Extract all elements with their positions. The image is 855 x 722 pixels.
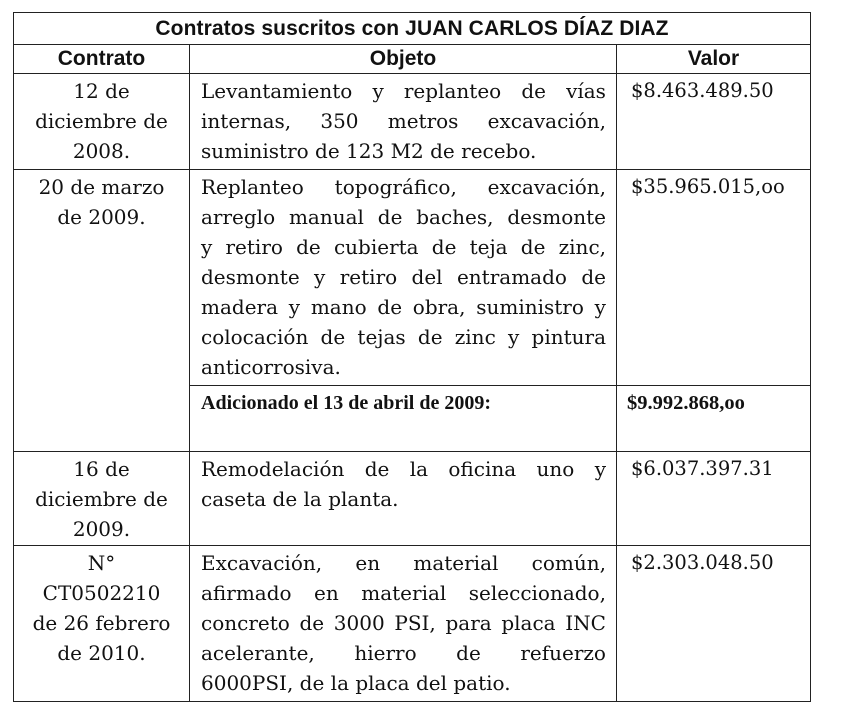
contrato-line: de 26 febrero [32,611,171,635]
table-row [14,74,811,170]
word: replanteo [403,79,502,103]
objeto-line [201,262,606,292]
word: de [417,325,443,349]
word: oficina [448,457,517,481]
word: y [507,325,520,349]
word: internas, [201,109,292,133]
objeto-line: suministro de 123 M2 de recebo. [201,139,537,163]
word: en [355,551,381,575]
objeto-cell [190,452,617,546]
word: de [456,641,481,665]
word: INC [565,611,606,635]
word: 350 [320,109,359,133]
objeto-line [201,172,606,202]
word: pintura [531,325,606,349]
word: del [411,265,443,289]
valor-cell: $8.463.489.50 [617,74,811,170]
contrato-line: 2008. [72,139,131,163]
word: Remodelación [201,457,345,481]
objeto-line [201,232,606,262]
objeto-line: 6000PSI, de la placa del patio. [201,671,511,695]
table-row [14,170,811,386]
word: y [372,79,384,103]
contrato-cell [14,74,190,170]
contrato-line: 12 de [73,79,130,103]
word: material [413,551,499,575]
word: la [409,457,429,481]
word: de [431,235,457,259]
word: común, [531,551,606,575]
word: de [296,235,321,259]
word: de [521,79,546,103]
word: 3000 [333,611,385,635]
word: y [314,265,326,289]
word: mano [310,295,367,319]
word: topográfico, [334,175,457,199]
table-title: Contratos suscritos con JUAN CARLOS DÍAZ DIAZ [14,13,811,45]
word: baches, [416,205,494,229]
word: Excavación, [201,551,323,575]
objeto-line [201,548,606,578]
table-row [14,546,811,702]
objeto-line [201,454,606,484]
word: zinc, [558,235,606,259]
word: metros [387,109,459,133]
contrato-cell [14,452,190,546]
contrato-line: de 2010. [57,641,146,665]
word: desmonte [201,265,300,289]
objeto-line: caseta de la planta. [201,487,399,511]
objeto-cell [190,74,617,170]
word: excavación, [487,175,606,199]
word: arreglo [201,205,276,229]
word: suministro [476,295,584,319]
word: excavación, [487,109,606,133]
objeto-line [201,292,606,322]
word: colocación [201,325,309,349]
word: refuerzo [520,641,606,665]
contrato-line: CT0502210 [42,581,161,605]
contrato-line: diciembre de [35,487,168,511]
word: retiro [225,235,283,259]
contrato-cell [14,170,190,452]
word: y [594,457,606,481]
objeto-line [201,106,606,136]
word: retiro [339,265,398,289]
word: de [581,265,606,289]
word: para [445,611,492,635]
header-valor: Valor [617,45,811,74]
valor-cell: $35.965.015,oo [617,170,811,386]
word: y [594,295,606,319]
word: de [299,611,325,635]
objeto-line [201,202,606,232]
word: afirmado [201,581,292,605]
word: obra, [412,295,466,319]
word: entramado [456,265,567,289]
word: de [377,295,403,319]
contrato-line: 20 de marzo [38,175,165,199]
word: teja [469,235,508,259]
adicion-label: Adicionado el 13 de abril de 2009: [190,386,617,452]
contrato-line: N° [87,551,116,575]
word: concreto [201,611,290,635]
word: Levantamiento [201,79,353,103]
word: PSI, [394,611,436,635]
valor-cell: $6.037.397.31 [617,452,811,546]
objeto-line [201,322,606,352]
objeto-line: anticorrosiva. [201,355,341,379]
word: manual [288,205,364,229]
contrato-line: 16 de [73,457,130,481]
word: placa [501,611,556,635]
table-row [14,452,811,546]
objeto-line [201,578,606,608]
valor-cell: $2.303.048.50 [617,546,811,702]
word: tejas [357,325,406,349]
contrato-line: diciembre de [35,109,168,133]
objeto-line [201,76,606,106]
contrato-cell [14,546,190,702]
word: uno [536,457,575,481]
word: y [288,295,301,319]
word: desmonte [507,205,606,229]
objeto-line [201,608,606,638]
objeto-cell [190,546,617,702]
header-contrato: Contrato [14,45,190,74]
word: de [364,457,390,481]
objeto-line [201,638,606,668]
header-objeto: Objeto [190,45,617,74]
word: de [320,325,346,349]
contracts-table [13,12,811,702]
word: cubierta [333,235,419,259]
word: hierro [354,641,417,665]
word: material [361,581,447,605]
word: zinc [454,325,496,349]
contrato-line: 2009. [72,517,131,541]
word: de [377,205,403,229]
word: vías [566,79,606,103]
word: acelerante, [201,641,315,665]
word: en [314,581,339,605]
adicion-valor: $9.992.868,oo [617,386,811,452]
contrato-line: de 2009. [57,205,146,229]
word: madera [201,295,279,319]
word: Replanteo [201,175,304,199]
word: de [520,235,546,259]
word: seleccionado, [468,581,606,605]
word: y [201,235,213,259]
objeto-cell [190,170,617,386]
